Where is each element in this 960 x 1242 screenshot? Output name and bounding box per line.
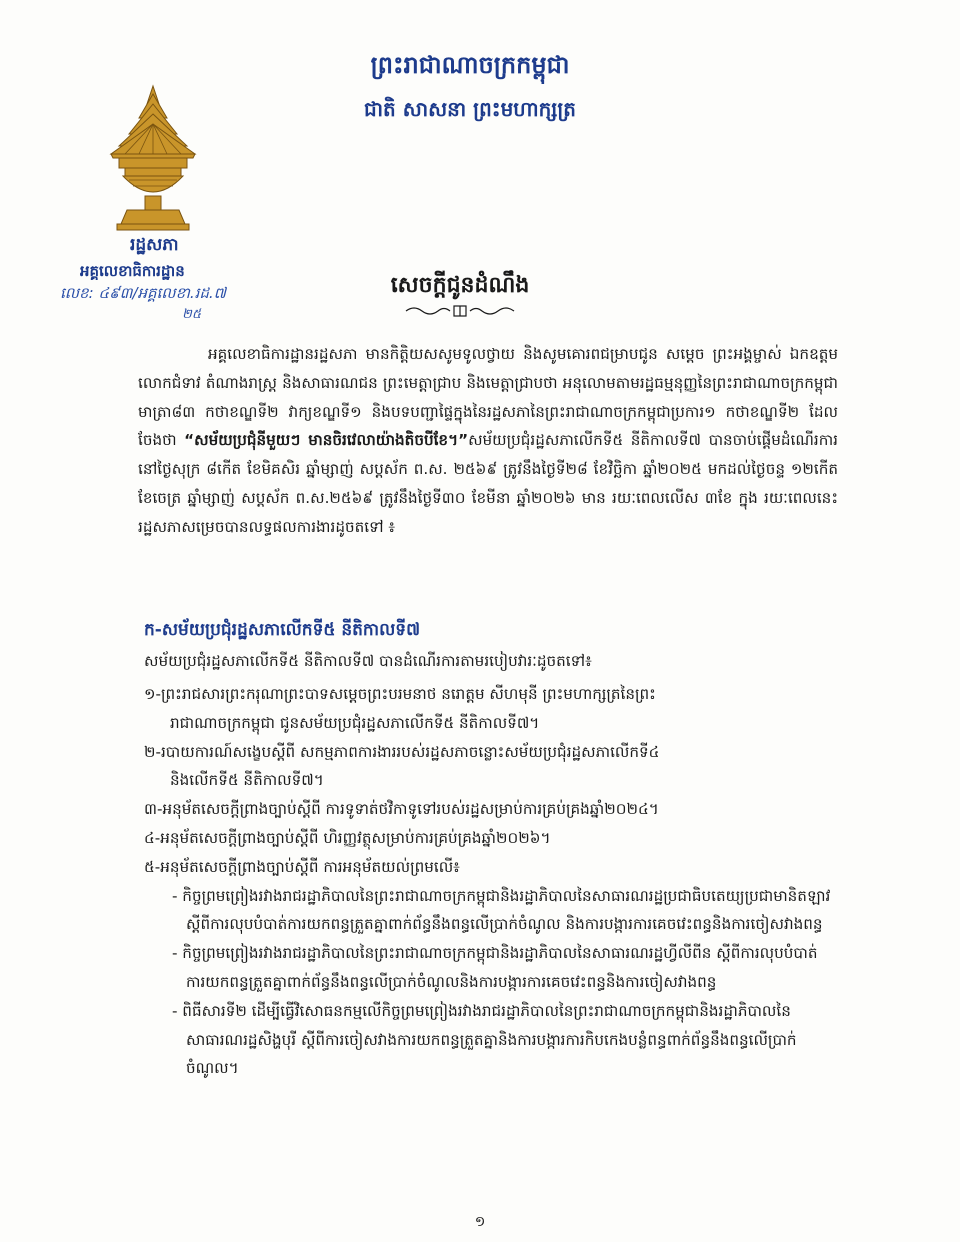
list-item: ៥-អនុម័តសេចក្ដីព្រាងច្បាប់ស្ដីពី ការអនុម័តយល់ព្រមលើ៖	[144, 857, 460, 876]
list-item: ១-ព្រះរាជសារព្រះករុណាព្រះបាទសម្ដេចព្រះបរមនាថ នរោត្តម សីហមុនី ព្រះមហាក្សត្រនៃព្រះ រាជាណាចក្រកម្ពុជា ជូនសម័យប្រជុំរដ្ឋសភាលើកទី៥ នីតិកាលទី៧។	[144, 685, 656, 732]
sub-list-item: - ពិធីសារទី២ ដើម្បីធ្វើវិសោធនកម្មលើកិច្ចព្រមព្រៀងរវាងរាជរដ្ឋាភិបាលនៃព្រះរាជាណាចក្រកម្ពុជានិងរដ្ឋាភិបាលនៃសាធារណរដ្ឋសិង្ហបុរី ស្ដីពីការចៀសវាងការយកពន្ធត្រួតគ្នានិងការបង្ការការកិបកេងបន្លំពន្ធពាក់ព័ន្ធនឹងពន្ធលើប្រាក់ចំណូល។	[172, 1001, 797, 1078]
quoted-rule: “សម័យប្រជុំនីមួយៗ មានចិរវេលាយ៉ាងតិចបីខែ។”	[184, 431, 469, 450]
document-title: សេចក្ដីជូនដំណឹង	[390, 273, 530, 298]
sub-list-item: - កិច្ចព្រមព្រៀងរវាងរាជរដ្ឋាភិបាលនៃព្រះរាជាណាចក្រកម្ពុជានិងរដ្ឋាភិបាលនៃសាធារណរដ្ឋហ្វីលីពីន ស្ដីពីការលុបបំបាត់ការយកពន្ធត្រួតគ្នាពាក់ព័ន្ធនឹងពន្ធលើប្រាក់ចំណូលនិងការបង្ការការគេចវេះពន្ធនិងការចៀសវាងពន្ធ	[172, 944, 818, 991]
agenda-list	[144, 680, 844, 1083]
page-number: ១	[474, 1214, 486, 1230]
intro-sentence: អគ្គលេខាធិការដ្ឋានរដ្ឋសភា មានកិត្តិយសសូមទូលថ្វាយ និងសូមគោរពជម្រាបជូន សម្ដេច ព្រះអង្គម្ចាស់ ឯកឧត្តម លោកជំទាវ តំណាងរាស្ត្រ និងសាធារណជន ព្រះមេត្តាជ្រាប និងមេត្តាជ្រាបថា អនុលោមតាមរដ្ឋធម្មនុញ្ញនៃព្រះរាជាណាចក្រកម្ពុជាមាត្រា៨៣ កថាខណ្ឌទី២ វាក្យខណ្ឌទី១ និងបទបញ្ជាផ្ទៃក្នុងនៃរដ្ឋសភានៃព្រះរាជាណាចក្រកម្ពុជាប្រការ១ កថាខណ្ឌទី២ ដែលចែងថា	[138, 345, 838, 450]
session-summary: សម័យប្រជុំរដ្ឋសភាលើកទី៥ នីតិកាលទី៧ បានចាប់ផ្ដើមដំណើរការនៅថ្ងៃសុក្រ ៨កើត ខែមិគសិរ ឆ្នាំម្សាញ់ សប្តស័ក ព.ស. ២៥៦៩ ត្រូវនឹងថ្ងៃទី២៨ ខែវិច្ឆិកា ឆ្នាំ២០២៥ មកដល់ថ្ងៃចន្ទ ១២កើត ខែចេត្រ ឆ្នាំម្សាញ់ សប្តស័ក ព.ស.២៥៦៩ ត្រូវនឹងថ្ងៃទី៣០ ខែមីនា ឆ្នាំ២០២៦ មាន រយៈពេលលើស ៣ខែ ក្នុង រយៈពេលនេះ រដ្ឋសភាសម្រេចបានលទ្ធផលការងារដូចតទៅ ៖	[138, 431, 838, 536]
reference-number: លេខ: ៤៩៣/អគ្គលេខា.រដ.៧	[60, 284, 226, 302]
reference-year: ២៥	[182, 307, 202, 322]
list-item: ៣-អនុម័តសេចក្ដីព្រាងច្បាប់ស្ដីពី ការទូទាត់ថវិកាទូទៅរបស់រដ្ឋសម្រាប់ការគ្រប់គ្រងឆ្នាំ២០២៤។	[144, 800, 659, 819]
royal-emblem-icon	[105, 84, 201, 234]
list-item: ២-របាយការណ៍សង្ខេបស្ដីពី សកម្មភាពការងាររបស់រដ្ឋសភាចន្លោះសម័យប្រជុំរដ្ឋសភាលើកទី៤ និងលើកទី៥ នីតិកាលទី៧។	[144, 742, 660, 790]
national-motto: ជាតិ សាសនា ព្រះមហាក្សត្រ	[364, 97, 576, 121]
section-heading: ក-សម័យប្រជុំរដ្ឋសភាលើកទី៥ នីតិកាលទី៧	[144, 620, 421, 640]
institution-name: រដ្ឋសភា	[130, 235, 179, 255]
department-name: អគ្គលេខាធិការដ្ឋាន	[80, 262, 185, 280]
body-text	[138, 340, 838, 542]
list-item: ៤-អនុម័តសេចក្ដីព្រាងច្បាប់ស្ដីពី ហិរញ្ញវត្ថុសម្រាប់ការគ្រប់គ្រងឆ្នាំ២០២៦។	[144, 828, 551, 847]
section-intro: សម័យប្រជុំរដ្ឋសភាលើកទី៥ នីតិកាលទី៧ បានដំណើរការតាមរបៀបវារៈដូចតទៅ៖	[144, 652, 592, 670]
title-flourish-icon	[404, 304, 516, 318]
issuer-block	[80, 232, 256, 284]
kingdom-title: ព្រះរាជាណាចក្រកម្ពុជា	[370, 50, 570, 79]
intro-paragraph	[138, 340, 838, 542]
sub-list-item: - កិច្ចព្រមព្រៀងរវាងរាជរដ្ឋាភិបាលនៃព្រះរាជាណាចក្រកម្ពុជានិងរដ្ឋាភិបាលនៃសាធារណរដ្ឋប្រជាធិបតេយ្យប្រជាមានិតឡាវស្ដីពីការលុបបំបាត់ការយកពន្ធត្រួតគ្នាពាក់ព័ន្ធនឹងពន្ធលើប្រាក់ចំណូល និងការបង្ការការគេចវេះពន្ធនិងការចៀសវាងពន្ធ	[172, 886, 831, 934]
